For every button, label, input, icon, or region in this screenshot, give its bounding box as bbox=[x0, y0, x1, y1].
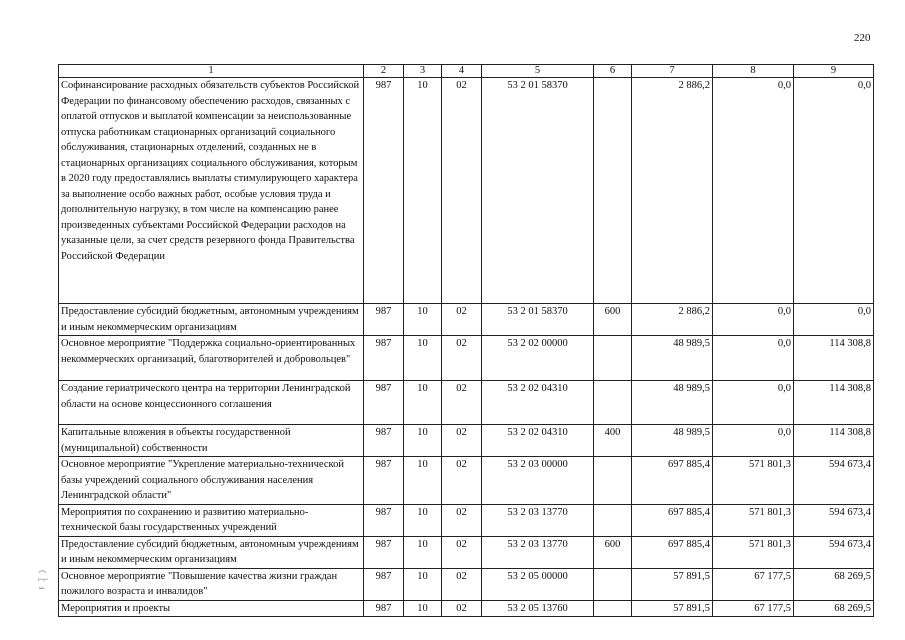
header-cell: 5 bbox=[482, 65, 594, 78]
expense-type-cell bbox=[594, 457, 632, 505]
header-cell: 9 bbox=[794, 65, 874, 78]
row-name-cell: Основное мероприятие "Укрепление материально-технической базы учреждений социального обслуживания населения Ленинградской области" bbox=[59, 457, 364, 505]
grbs-code-cell: 987 bbox=[364, 78, 404, 304]
subsection-code-cell: 02 bbox=[442, 536, 482, 568]
row-name-cell: Основное мероприятие "Поддержка социально-ориентированных некоммерческих организаций, благотворителей и добровольцев" bbox=[59, 336, 364, 381]
grbs-code-cell: 987 bbox=[364, 304, 404, 336]
subsection-code-cell: 02 bbox=[442, 425, 482, 457]
target-article-cell: 53 2 03 00000 bbox=[482, 457, 594, 505]
subsection-code-cell: 02 bbox=[442, 504, 482, 536]
amount-col9-cell: 68 269,5 bbox=[794, 568, 874, 600]
subsection-code-cell: 02 bbox=[442, 304, 482, 336]
amount-col7-cell: 2 886,2 bbox=[632, 304, 713, 336]
amount-col8-cell: 0,0 bbox=[713, 381, 794, 425]
grbs-code-cell: 987 bbox=[364, 568, 404, 600]
amount-col7-cell: 2 886,2 bbox=[632, 78, 713, 304]
grbs-code-cell: 987 bbox=[364, 381, 404, 425]
amount-col7-cell: 697 885,4 bbox=[632, 457, 713, 505]
expense-type-cell: 600 bbox=[594, 536, 632, 568]
expense-type-cell bbox=[594, 336, 632, 381]
amount-col7-cell: 48 989,5 bbox=[632, 381, 713, 425]
amount-col9-cell: 114 308,8 bbox=[794, 336, 874, 381]
header-cell: 3 bbox=[404, 65, 442, 78]
page-number: 220 bbox=[854, 32, 871, 44]
section-code-cell: 10 bbox=[404, 381, 442, 425]
amount-col7-cell: 697 885,4 bbox=[632, 504, 713, 536]
row-name-cell: Предоставление субсидий бюджетным, автономным учреждениям и иным некоммерческим организациям bbox=[59, 304, 364, 336]
grbs-code-cell: 987 bbox=[364, 336, 404, 381]
expense-type-cell bbox=[594, 504, 632, 536]
table-row bbox=[59, 600, 874, 617]
amount-col7-cell: 48 989,5 bbox=[632, 425, 713, 457]
table-row bbox=[59, 78, 874, 304]
header-cell: 6 bbox=[594, 65, 632, 78]
amount-col9-cell: 0,0 bbox=[794, 78, 874, 304]
expense-type-cell bbox=[594, 78, 632, 304]
target-article-cell: 53 2 02 04310 bbox=[482, 425, 594, 457]
header-cell: 7 bbox=[632, 65, 713, 78]
amount-col7-cell: 697 885,4 bbox=[632, 536, 713, 568]
amount-col8-cell: 67 177,5 bbox=[713, 600, 794, 617]
amount-col9-cell: 594 673,4 bbox=[794, 536, 874, 568]
row-name-cell: Мероприятия и проекты bbox=[59, 600, 364, 617]
section-code-cell: 10 bbox=[404, 536, 442, 568]
expense-type-cell bbox=[594, 568, 632, 600]
amount-col9-cell: 594 673,4 bbox=[794, 457, 874, 505]
target-article-cell: 53 2 02 04310 bbox=[482, 381, 594, 425]
section-code-cell: 10 bbox=[404, 504, 442, 536]
grbs-code-cell: 987 bbox=[364, 504, 404, 536]
subsection-code-cell: 02 bbox=[442, 381, 482, 425]
amount-col8-cell: 571 801,3 bbox=[713, 457, 794, 505]
table-header-row bbox=[59, 65, 874, 78]
table-row bbox=[59, 568, 874, 600]
table-row bbox=[59, 304, 874, 336]
row-name-cell: Капитальные вложения в объекты государственной (муниципальной) собственности bbox=[59, 425, 364, 457]
amount-col9-cell: 114 308,8 bbox=[794, 381, 874, 425]
row-name-cell: Основное мероприятие "Повышение качества жизни граждан пожилого возраста и инвалидов" bbox=[59, 568, 364, 600]
row-name-cell: Создание гериатрического центра на территории Ленинградской области на основе концессионного соглашения bbox=[59, 381, 364, 425]
header-cell: 1 bbox=[59, 65, 364, 78]
target-article-cell: 53 2 03 13770 bbox=[482, 536, 594, 568]
budget-table bbox=[58, 64, 874, 617]
target-article-cell: 53 2 05 13760 bbox=[482, 600, 594, 617]
section-code-cell: 10 bbox=[404, 457, 442, 505]
table-row bbox=[59, 381, 874, 425]
amount-col9-cell: 68 269,5 bbox=[794, 600, 874, 617]
scan-artifact-mark: ෴ ⌐⌐ ∽ bbox=[38, 565, 49, 593]
row-name-cell: Мероприятия по сохранению и развитию материально-технической базы государственных учреждений bbox=[59, 504, 364, 536]
header-cell: 4 bbox=[442, 65, 482, 78]
table-row bbox=[59, 536, 874, 568]
table-row bbox=[59, 425, 874, 457]
subsection-code-cell: 02 bbox=[442, 78, 482, 304]
amount-col8-cell: 571 801,3 bbox=[713, 504, 794, 536]
grbs-code-cell: 987 bbox=[364, 457, 404, 505]
amount-col8-cell: 0,0 bbox=[713, 425, 794, 457]
expense-type-cell: 400 bbox=[594, 425, 632, 457]
section-code-cell: 10 bbox=[404, 78, 442, 304]
section-code-cell: 10 bbox=[404, 425, 442, 457]
amount-col8-cell: 0,0 bbox=[713, 336, 794, 381]
table-row bbox=[59, 336, 874, 381]
target-article-cell: 53 2 01 58370 bbox=[482, 304, 594, 336]
amount-col7-cell: 57 891,5 bbox=[632, 600, 713, 617]
section-code-cell: 10 bbox=[404, 568, 442, 600]
subsection-code-cell: 02 bbox=[442, 457, 482, 505]
amount-col7-cell: 48 989,5 bbox=[632, 336, 713, 381]
target-article-cell: 53 2 05 00000 bbox=[482, 568, 594, 600]
target-article-cell: 53 2 01 58370 bbox=[482, 78, 594, 304]
amount-col8-cell: 0,0 bbox=[713, 304, 794, 336]
header-cell: 8 bbox=[713, 65, 794, 78]
target-article-cell: 53 2 03 13770 bbox=[482, 504, 594, 536]
subsection-code-cell: 02 bbox=[442, 336, 482, 381]
section-code-cell: 10 bbox=[404, 304, 442, 336]
amount-col9-cell: 114 308,8 bbox=[794, 425, 874, 457]
section-code-cell: 10 bbox=[404, 600, 442, 617]
amount-col9-cell: 594 673,4 bbox=[794, 504, 874, 536]
subsection-code-cell: 02 bbox=[442, 600, 482, 617]
amount-col9-cell: 0,0 bbox=[794, 304, 874, 336]
expense-type-cell bbox=[594, 600, 632, 617]
amount-col8-cell: 0,0 bbox=[713, 78, 794, 304]
grbs-code-cell: 987 bbox=[364, 600, 404, 617]
amount-col8-cell: 67 177,5 bbox=[713, 568, 794, 600]
subsection-code-cell: 02 bbox=[442, 568, 482, 600]
table-row bbox=[59, 457, 874, 505]
target-article-cell: 53 2 02 00000 bbox=[482, 336, 594, 381]
row-name-cell: Софинансирование расходных обязательств субъектов Российской Федерации по финансовому обеспечению расходов, связанных с оплатой отпусков и выплатой компенсации за неиспользованные отпуска работникам стационарных организаций социального обслуживания, стационарных отделений, созданных не в стационарных организациях социального обслуживания, которым в 2020 году предоставлялись выплаты стимулирующего характера за выполнение особо важных работ, особые условия труда и дополнительную нагрузку, в том числе на компенсацию ранее произведенных субъектами Российской Федерации расходов на указанные цели, за счет средств резервного фонда Правительства Российской Федерации bbox=[59, 78, 364, 304]
amount-col7-cell: 57 891,5 bbox=[632, 568, 713, 600]
grbs-code-cell: 987 bbox=[364, 536, 404, 568]
row-name-cell: Предоставление субсидий бюджетным, автономным учреждениям и иным некоммерческим организациям bbox=[59, 536, 364, 568]
grbs-code-cell: 987 bbox=[364, 425, 404, 457]
header-cell: 2 bbox=[364, 65, 404, 78]
table-row bbox=[59, 504, 874, 536]
section-code-cell: 10 bbox=[404, 336, 442, 381]
expense-type-cell: 600 bbox=[594, 304, 632, 336]
expense-type-cell bbox=[594, 381, 632, 425]
amount-col8-cell: 571 801,3 bbox=[713, 536, 794, 568]
